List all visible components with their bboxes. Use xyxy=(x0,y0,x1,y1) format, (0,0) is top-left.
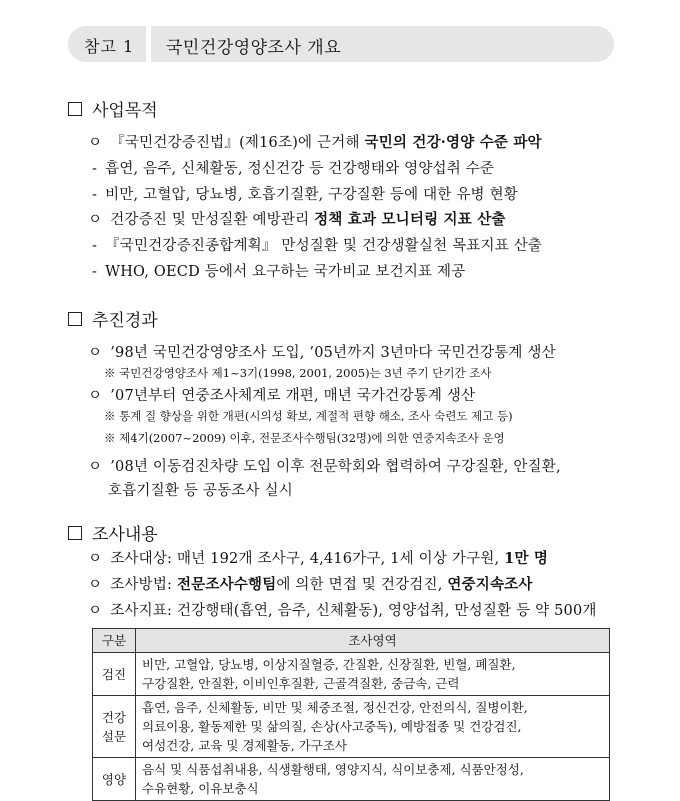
table-cell-line: 흡연, 음주, 신체활동, 비만 및 체중조절, 정신건강, 안전의식, 질병이환, xyxy=(142,700,528,715)
table-cell-category xyxy=(93,696,136,758)
circle-bullet: ㅇ xyxy=(88,603,103,619)
checkbox-square-icon xyxy=(68,526,82,540)
content-text: 조사방법: xyxy=(110,577,177,593)
circle-bullet: ㅇ xyxy=(88,459,103,475)
dash-bullet: - xyxy=(92,187,98,203)
content-text: 조사지표: 건강행태(흡연, 음주, 신체활동), 영양섭취, 만성질환 등 약 500개 xyxy=(110,603,597,619)
circle-bullet: ㅇ xyxy=(88,212,103,228)
table-cell-line: 구강질환, 안질환, 이비인후질환, 근골격질환, 중금속, 근력 xyxy=(142,676,460,691)
section-title: 조사내용 xyxy=(92,525,158,545)
table-cell-category: 검진 xyxy=(93,653,136,696)
checkbox-square-icon xyxy=(68,102,82,116)
table-row xyxy=(93,653,610,696)
purpose-line-3 xyxy=(92,183,518,204)
table-cell-category-line: 건강 xyxy=(101,709,127,725)
purpose-text: 『국민건강증진법』(제16조)에 근거해 xyxy=(110,135,365,151)
history-text: ’07년부터 연중조사체계로 개편, 매년 국가건강통계 생산 xyxy=(110,388,476,404)
table-cell-line: 수유현황, 이유보충식 xyxy=(142,781,259,796)
section-purpose-heading xyxy=(68,96,158,121)
purpose-text: 흡연, 음주, 신체활동, 정신건강 등 건강행태와 영양섭취 수준 xyxy=(105,161,495,177)
table-cell-line: 비만, 고혈압, 당뇨병, 이상지질혈증, 간질환, 신장질환, 빈혈, 폐질환, xyxy=(142,657,516,672)
header-label: 참고 1 xyxy=(84,37,135,56)
purpose-line-1 xyxy=(88,131,542,152)
history-line-1 xyxy=(88,341,556,362)
circle-bullet: ㅇ xyxy=(88,551,103,567)
table-header-category: 구분 xyxy=(93,629,136,653)
content-line-2 xyxy=(88,573,533,594)
history-line-3-cont: 호흡기질환 등 공동조사 실시 xyxy=(108,483,293,499)
dash-bullet: - xyxy=(92,238,98,254)
purpose-text: 비만, 고혈압, 당뇨병, 호흡기질환, 구강질환 등에 대한 유병 현황 xyxy=(105,187,518,203)
section-history-heading xyxy=(68,306,158,331)
table-cell-category: 영양 xyxy=(93,758,136,801)
table-cell-areas xyxy=(136,696,610,758)
section-content-heading xyxy=(68,520,158,545)
dash-bullet: - xyxy=(92,264,98,280)
checkbox-square-icon xyxy=(68,312,82,326)
table-header-row xyxy=(93,629,610,653)
page-title: 국민건강영양조사 개요 xyxy=(166,38,342,58)
content-emphasis: 1만 명 xyxy=(504,550,549,567)
survey-areas-table xyxy=(92,628,610,801)
table-row xyxy=(93,758,610,801)
table-cell-line: 음식 및 식품섭취내용, 식생활행태, 영양지식, 식이보충제, 식품안정성, xyxy=(142,762,524,777)
circle-bullet: ㅇ xyxy=(88,388,103,404)
purpose-line-5 xyxy=(92,234,542,255)
circle-bullet: ㅇ xyxy=(88,135,103,151)
content-text: 에 의한 면접 및 건강검진, xyxy=(276,577,448,593)
purpose-emphasis: 국민의 건강·영양 수준 파악 xyxy=(364,134,542,151)
purpose-text: WHO, OECD 등에서 요구하는 국가비교 보건지표 제공 xyxy=(105,264,466,280)
table-header-area: 조사영역 xyxy=(136,629,610,653)
table-cell-line: 여성건강, 교육 및 경제활동, 가구조사 xyxy=(142,738,347,753)
table-row xyxy=(93,696,610,758)
header-divider xyxy=(146,26,151,62)
history-text: ’08년 이동검진차량 도입 이후 전문학회와 협력하여 구강질환, 안질환, xyxy=(110,459,561,475)
content-emphasis: 전문조사수행팀 xyxy=(176,576,277,593)
section-title: 추진경과 xyxy=(92,311,158,331)
history-line-3 xyxy=(88,455,561,476)
purpose-text: 건강증진 및 만성질환 예방관리 xyxy=(110,212,315,228)
table-cell-line: 의료이용, 활동제한 및 삶의질, 손상(사고중독), 예방접종 및 건강검진, xyxy=(142,719,522,734)
purpose-emphasis: 정책 효과 모니터링 지표 산출 xyxy=(314,211,506,228)
purpose-line-4 xyxy=(88,208,506,229)
circle-bullet: ㅇ xyxy=(88,345,103,361)
purpose-line-6 xyxy=(92,260,465,281)
history-note-3: ※ 제4기(2007~2009) 이후, 전문조사수행팀(32명)에 의한 연중지속조사 운영 xyxy=(104,431,505,445)
history-line-2 xyxy=(88,384,475,405)
content-text: 조사대상: 매년 192개 조사구, 4,416가구, 1세 이상 가구원, xyxy=(110,551,505,567)
table-cell-areas xyxy=(136,758,610,801)
content-emphasis: 연중지속조사 xyxy=(447,576,533,593)
table-cell-category-line: 설문 xyxy=(101,728,127,744)
purpose-line-2 xyxy=(92,157,494,178)
purpose-text: 『국민건강증진종합계획』 만성질환 및 건강생활실천 목표지표 산출 xyxy=(105,238,543,254)
circle-bullet: ㅇ xyxy=(88,577,103,593)
content-line-1 xyxy=(88,547,548,568)
section-title: 사업목적 xyxy=(92,101,158,121)
history-note-2: ※ 통계 질 향상을 위한 개편(시의성 확보, 계절적 편향 해소, 조사 숙련도 제고 등) xyxy=(104,409,513,423)
history-text: ’98년 국민건강영양조사 도입, ’05년까지 3년마다 국민건강통계 생산 xyxy=(110,345,556,361)
content-line-3 xyxy=(88,599,597,620)
history-note-1: ※ 국민건강영양조사 제1~3기(1998, 2001, 2005)는 3년 주기 단기간 조사 xyxy=(104,366,492,380)
table-cell-areas xyxy=(136,653,610,696)
dash-bullet: - xyxy=(92,161,98,177)
